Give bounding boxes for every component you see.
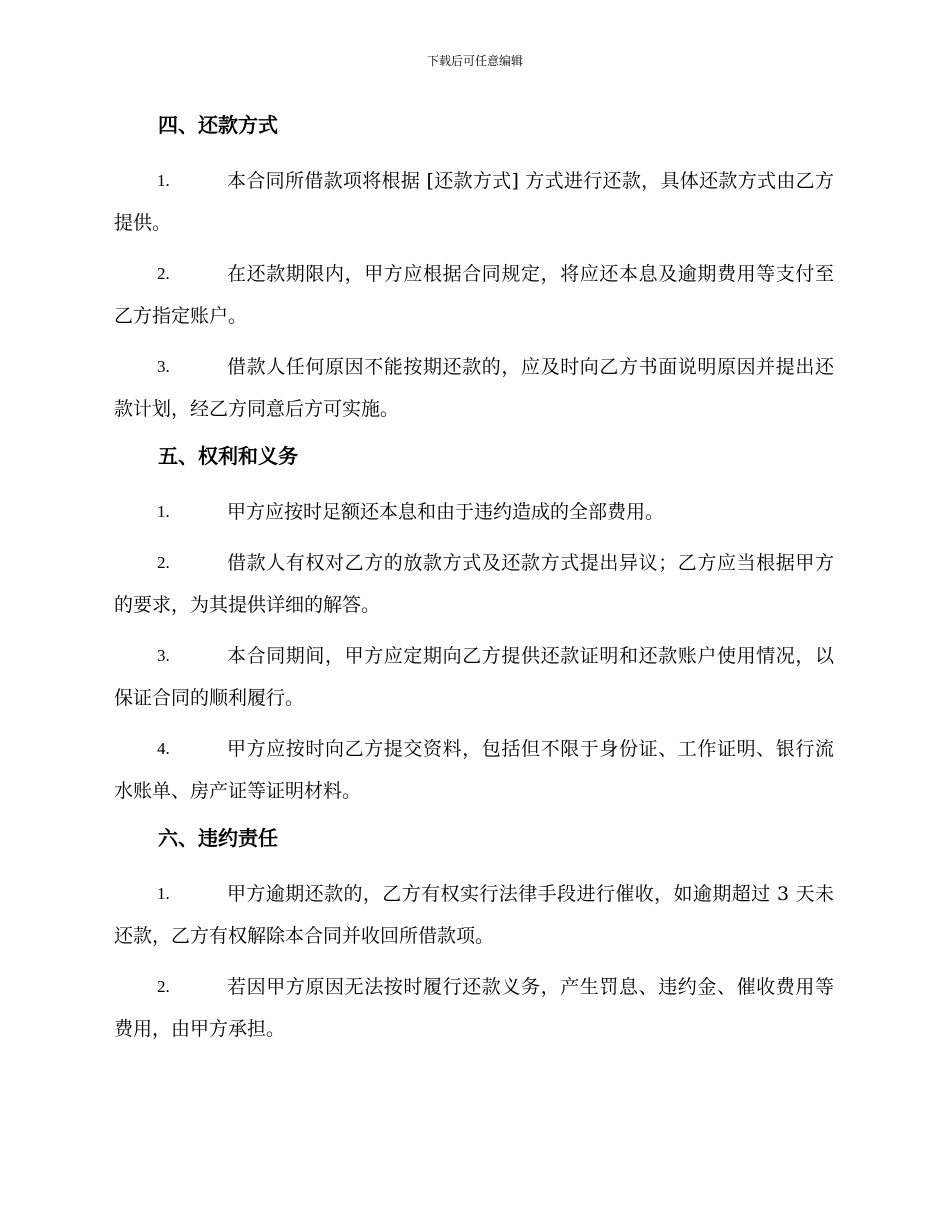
page-header: 下载后可任意编辑 [426,54,523,68]
clause [114,346,834,430]
clause-number: 1. [157,171,170,190]
clause-text: 借款人有权对乙方的放款方式及还款方式提出异议；乙方应当根据甲方的要求，为其提供详细的解答。 [114,552,834,616]
clause-text: 借款人任何原因不能按期还款的，应及时向乙方书面说明原因并提出还款计划，经乙方同意后方可实施。 [114,356,834,420]
document-body [114,108,834,1059]
clause [114,966,834,1050]
clause-text: 在还款期限内，甲方应根据合同规定，将应还本息及逾期费用等支付至乙方指定账户。 [114,263,834,327]
clause-text: 甲方逾期还款的，乙方有权实行法律手段进行催收，如逾期超过 3 天未还款，乙方有权解除本合同并收回所借款项。 [114,883,834,947]
clause [114,253,834,337]
clause [114,491,834,533]
clause-number: 1. [157,502,170,521]
clause-number: 1. [157,884,170,903]
clause-text: 本合同所借款项将根据 [还款方式] 方式进行还款，具体还款方式由乙方提供。 [114,170,834,234]
clause [114,160,834,244]
clause [114,635,834,719]
clause-text: 甲方应按时向乙方提交资料，包括但不限于身份证、工作证明、银行流水账单、房产证等证明材料。 [114,738,834,802]
clause [114,873,834,957]
clause-text: 甲方应按时足额还本息和由于违约造成的全部费用。 [227,501,665,523]
section-heading-rights-obligations: 五、权利和义务 [158,444,298,468]
clause-number: 3. [157,357,170,376]
clause-number: 2. [157,264,170,283]
section-heading-repayment: 四、还款方式 [158,113,278,137]
clause [114,728,834,812]
clause [114,542,834,626]
section-heading-breach-liability: 六、违约责任 [158,826,278,850]
clause-text: 若因甲方原因无法按时履行还款义务，产生罚息、违约金、催收费用等费用，由甲方承担。 [114,976,834,1040]
clause-number: 2. [157,977,170,996]
clause-text: 本合同期间，甲方应定期向乙方提供还款证明和还款账户使用情况，以保证合同的顺利履行。 [114,645,834,709]
clause-number: 3. [157,646,170,665]
clause-number: 2. [157,553,170,572]
clause-number: 4. [157,739,170,758]
